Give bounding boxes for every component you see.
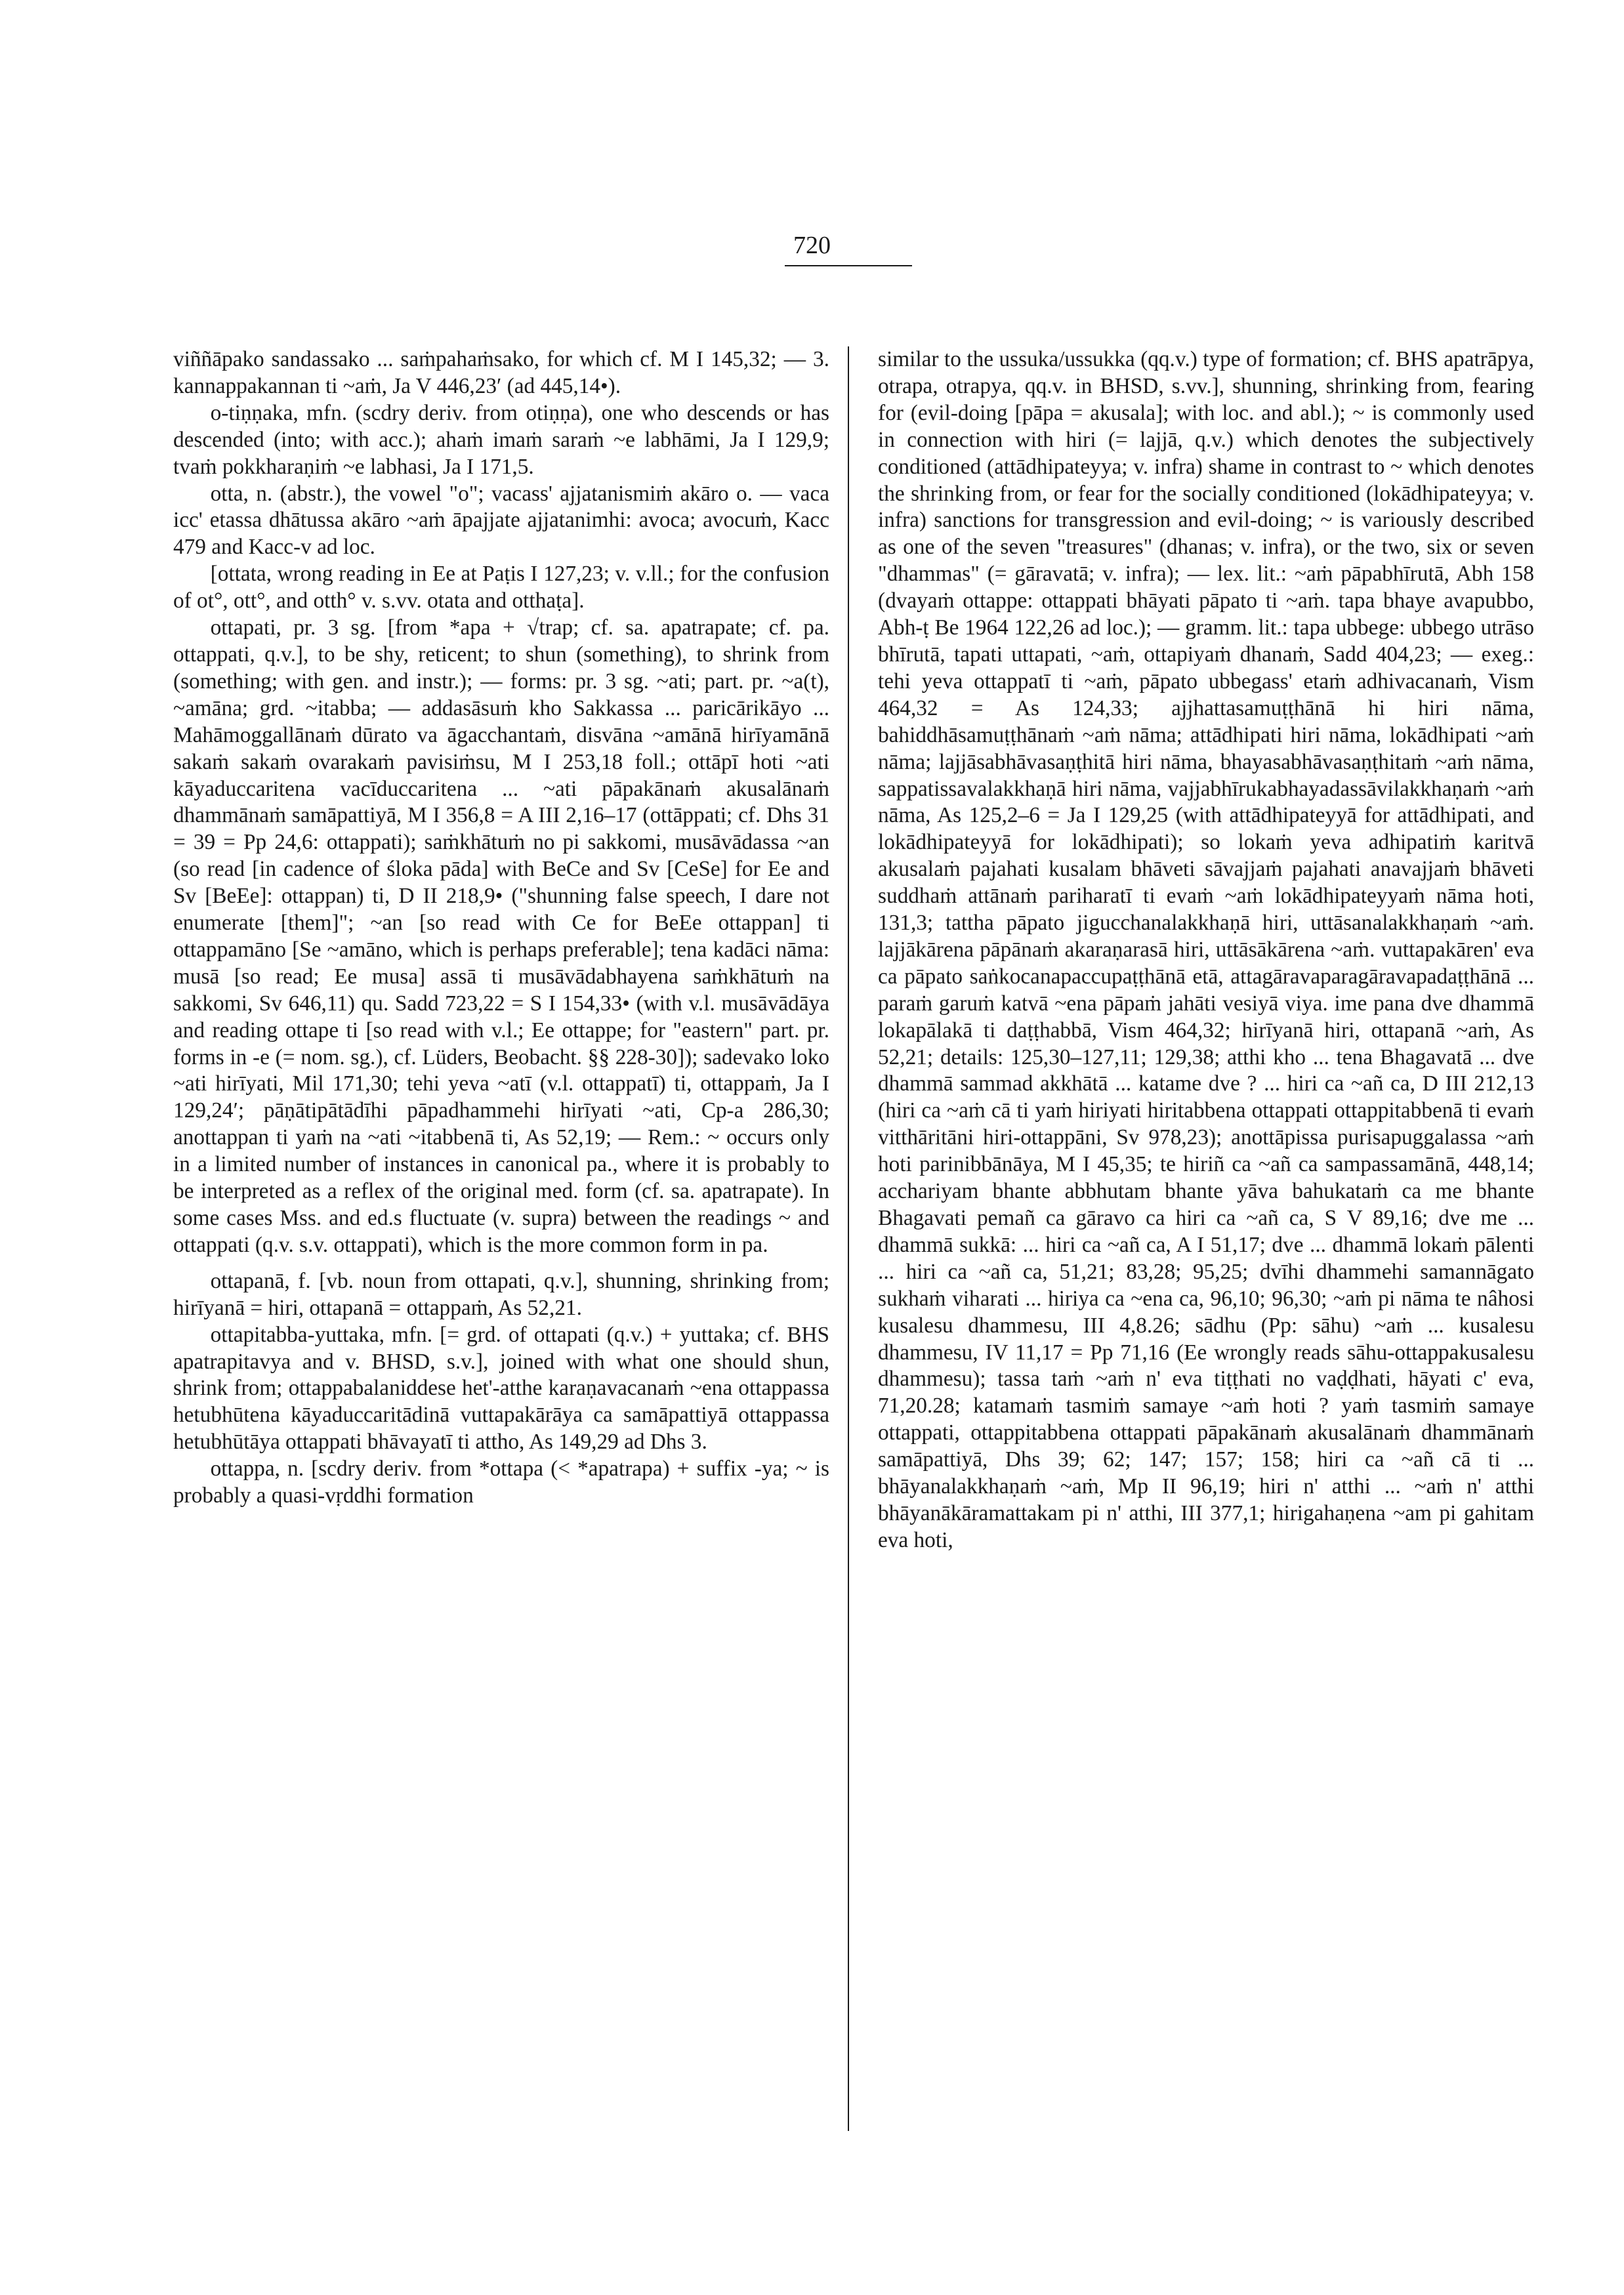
entry-ottapati: ottapati, pr. 3 sg. [from *apa + √trap; cf. sa. apatrapate; cf. pa. ottappati, q.v.], to be shy, reticent; to shun (something), to shrink from (something; with gen. and instr.); — forms: pr. 3 sg. ~ati; part. pr. ~a(t), ~amāna; grd. ~itabba; — addasāsuṁ kho Sakkassa ... paricārikāyo ... Mahāmoggallānaṁ dūrato va āgacchantaṁ, disvāna ~amānā hirīyamānā sakaṁ sakaṁ ovarakaṁ pavisiṁsu, M I 253,18 foll.; ottāpī hoti ~ati kāyaduccaritena vacīduccaritena ... ~ati pāpakānaṁ akusalānaṁ dhammānaṁ samāpattiyā, M I 356,8 = A III 2,16–17 (ottāppati; cf. Dhs 31 = 39 = Pp 24,6: ottappati); saṁkhātuṁ no pi sakkomi, musāvādassa ~an (so read [in cadence of śloka pāda] with BeCe and Sv [CeSe] for Ee and Sv [BeEe]: ottappan) ti, D II 218,9• ("shunning false speech, I dare not enumerate [them]"; ~an [so read with Ce for BeEe ottappan] ti ottappamāno [Se ~amāno, which is perhaps preferable]; tena kadāci nāma: musā [so read; Ee musa] assā ti musāvādabhayena saṁkhātuṁ na sakkomi, Sv 646,11) qu. Sadd 723,22 = S I 154,33• (with v.l. musāvādāya and reading ottape ti [so read with v.l.; Ee ottappe; for "eastern" part. pr. forms in -e (= nom. sg.), cf. Lüders, Beobacht. §§ 228-30]); sadevako loko ~ati hirīyati, Mil 171,30; tehi yeva ~atī (v.l. ottappatī) ti, ottappaṁ, Ja I 129,24′; pāṇātipātādīhi pāpadhammehi hirīyati ~ati, Cp-a 286,30; anottappan ti yaṁ na ~ati ~itabbenā ti, As 52,19; — Rem.: ~ occurs only in a limited number of instances in canonical pa., where it is probably to be interpreted as a reflex of the original med. form (cf. sa. apatrapate). In some cases Mss. and ed.s fluctuate (v. supra) between the readings ~ and ottappati (q.v. s.v. ottappati), which is the more common form in pa. xyxy=(173,615,829,1257)
entry-ottata: [ottata, wrong reading in Ee at Paṭis I 127,23; v. v.ll.; for the confusion of ot°, ott°, and otth° v. s.vv. otata and otthaṭa]. xyxy=(173,562,829,613)
entry-ottapitabba-yuttaka: ottapitabba-yuttaka, mfn. [= grd. of ottapati (q.v.) + yuttaka; cf. BHS apatrapitavya and v. BHSD, s.v.], joined with what one should shun, shrink from; ottappabalaniddese het'-atthe karaṇavacanaṁ ~ena ottappassa hetubhūtena kāyaduccaritādinā vuttapakārāya ca samāpattiyā ottappassa hetubhūtāya ottappati bhāvayatī ti attho, As 149,29 ad Dhs 3. xyxy=(173,1322,829,1455)
page-number: 720 xyxy=(793,232,831,259)
entry-o-tinnaka: o-tiṇṇaka, mfn. (scdry deriv. from otiṇṇa), one who descends or has descended (into; with acc.); ahaṁ imaṁ saraṁ ~e labhāmi, Ja I 129,9; tvaṁ pokkharaṇiṁ ~e labhasi, Ja I 171,5. xyxy=(173,400,829,479)
entry-otta: otta, n. (abstr.), the vowel "o"; vacass' ajjatanismiṁ akāro o. — vaca icc' etassa dhātussa akāro ~aṁ āpajjate ajjatanimhi: avoca; avocuṁ, Kacc 479 and Kacc-v ad loc. xyxy=(173,481,829,560)
entry-ottapana: ottapanā, f. [vb. noun from ottapati, q.v.], shunning, shrinking from; hirīyanā = hiri, ottapanā = ottappaṁ, As 52,21. xyxy=(173,1268,829,1320)
entry-continuation: viññāpako sandassako ... saṁpahaṁsako, for which cf. M I 145,32; — 3. kannappakannan ti ~aṁ, Ja V 446,23′ (ad 445,14•). xyxy=(173,347,829,398)
column-divider xyxy=(848,346,849,2131)
right-column xyxy=(878,346,1534,2157)
left-column xyxy=(173,346,829,2157)
header-rule xyxy=(785,265,912,266)
entry-ottappa-continued: similar to the ussuka/ussukka (qq.v.) type of formation; cf. BHS apatrāpya, otrapa, otrapya, qq.v. in BHSD, s.vv.], shunning, shrinking from, fearing for (evil-doing [pāpa = akusala]; with loc. and abl.); ~ is commonly used in connection with hiri (= lajjā, q.v.) which denotes the subjectively conditioned (attādhipateyya; v. infra) shame in contrast to ~ which denotes the shrinking from, or fear for the socially conditioned (lokādhipateyya; v. infra) sanctions for transgression and evil-doing; ~ is variously described as one of the seven "treasures" (dhanas; v. infra), or the two, six or seven "dhammas" (= gāravatā; v. infra); — lex. lit.: ~aṁ pāpabhīrutā, Abh 158 (dvayaṁ ottappe: ottappati bhāyati pāpato ti ~aṁ. tapa bhaye avapubbo, Abh-ṭ Be 1964 122,26 ad loc.); — gramm. lit.: tapa ubbege: ubbego utrāso bhīrutā, tapati uttapati, ~aṁ, ottapiyaṁ dhanaṁ, Sadd 404,23; — exeg.: tehi yeva ottappatī ti ~aṁ, pāpato ubbegass' etaṁ adhivacanaṁ, Vism 464,32 = As 124,33; ajjhattasamuṭṭhānā hi hiri nāma, bahiddhāsamuṭṭhānaṁ ~aṁ nāma; attādhipati hiri nāma, lokādhipati ~aṁ nāma; lajjāsabhāvasaṇṭhitā hiri nāma, bhayasabhāvasaṇṭhitaṁ ~aṁ nāma, sappatissavalakkhaṇā hiri nāma, vajjabhīrukabhayadassāvilakkhaṇaṁ ~aṁ nāma, As 125,2–6 = Ja I 129,25 (with attādhipateyyā for attādhipati, and lokādhipateyyā for lokādhipati); so lokaṁ yeva adhipatiṁ karitvā akusalaṁ pajahati kusalam bhāveti sāvajjaṁ pajahati anavajjaṁ bhāveti suddhaṁ attānaṁ pariharatī ti evaṁ ~aṁ lokādhipateyyaṁ nāma hoti, 131,3; tattha pāpato jigucchanalakkhaṇā hiri, uttāsanalakkhaṇaṁ ~aṁ. lajjākārena pāpānaṁ akaraṇarasā hiri, uttāsākārena ~aṁ. vuttapakāren' eva ca pāpato saṅkocanapaccupaṭṭhānā etā, attagāravaparagāravapadaṭṭhānā ... paraṁ garuṁ katvā ~ena pāpaṁ jahāti vesiyā viya. ime pana dve dhammā lokapālakā ti daṭṭhabbā, Vism 464,32; hirīyanā hiri, ottapanā ~aṁ, As 52,21; details: 125,30–127,11; 129,38; atthi kho ... tena Bhagavatā ... dve dhammā sammad akkhātā ... katame dve ? ... hiri ca ~añ ca, D III 212,13 (hiri ca ~aṁ cā ti yaṁ hiriyati hiritabbena ottappati ottappitabbenā ti evaṁ vitthāritāni hiri-ottappāni, Sv 978,23); anottāpissa purisapuggalassa ~aṁ hoti parinibbānāya, M I 45,35; te hiriñ ca ~añ ca sampassamānā, 448,14; acchariyam bhante abbhutam bhante yāva bahukataṁ ca me bhante Bhagavati pemañ ca gāravo ca hiri ca ~añ ca, S V 89,16; dve me ... dhammā sukkā: ... hiri ca ~añ ca, A I 51,17; dve ... dhammā lokaṁ pālenti ... hiri ca ~añ ca, 51,21; 83,28; 95,25; dvīhi dhammehi samannāgato sukhaṁ viharati ... hiriya ca ~ena ca, 96,10; 96,30; ~aṁ pi nāma te nâhosi kusalesu dhammesu, III 4,8.26; sādhu (Pp: sāhu) ~aṁ ... kusalesu dhammesu, IV 11,17 = Pp 71,16 (Ee wrongly reads sāhu-ottappakusalesu dhammesu); tassa taṁ ~aṁ n' eva tiṭṭhati no vaḍḍhati, hāyati c' eva, 71,20.28; katamaṁ tasmiṁ samaye ~aṁ hoti ? yaṁ tasmiṁ samaye ottappati, ottappitabbena ottappati pāpakānaṁ akusalānaṁ dhammānaṁ samāpattiyā, Dhs 39; 62; 147; 157; 158; hiri ca ~añ cā ti ... bhāyanalakkhaṇaṁ ~aṁ, Mp II 96,19; hiri n' atthi ... ~aṁ n' atthi bhāyanākāramattakam pi n' atthi, III 377,1; hirigahaṇena ~am pi gahitam eva hoti, xyxy=(878,347,1534,1552)
entry-ottappa: ottappa, n. [scdry deriv. from *ottapa (< *apatrapa) + suffix -ya; ~ is probably a quasi-vṛddhi formation xyxy=(173,1457,829,1508)
